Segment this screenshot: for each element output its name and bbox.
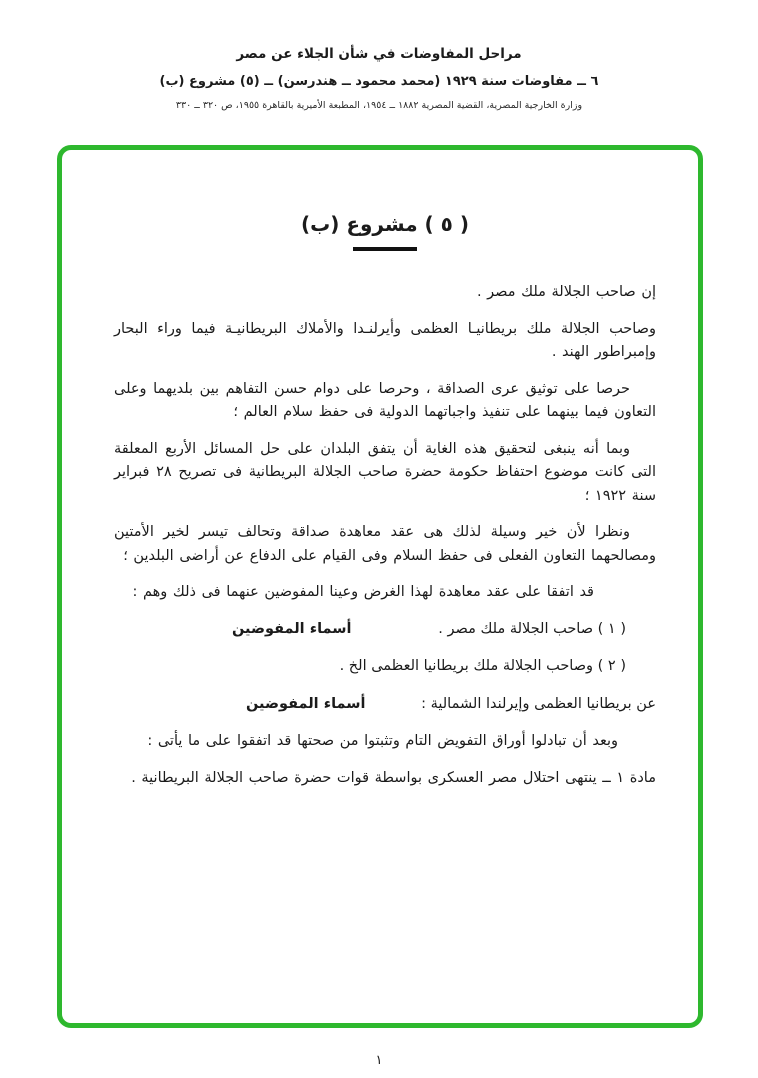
section-title: ( ٥ ) مشروع (ب) <box>300 212 469 236</box>
britain-delegates-row <box>114 693 656 716</box>
document-header <box>0 46 758 111</box>
header-source-citation: وزارة الخارجية المصرية، القضية المصرية ١٨٨٢ ــ ١٩٥٤، المطبعة الأميرية بالقاهرة ١٩٥٥، ص ٣٢٠ ــ ٣٣٠ <box>175 100 583 111</box>
plenipotentiary-names-label-2: أسماء المفوضين <box>246 695 366 712</box>
title-underline <box>353 247 417 251</box>
green-highlight-frame <box>57 145 703 1028</box>
plenipotentiary-item-2: ( ٢ ) وصاحب الجلالة ملك بريطانيا العظمى الخ . <box>339 658 626 675</box>
document-body <box>62 150 698 790</box>
header-subtitle: ٦ ــ مفاوضات سنة ١٩٢٩ (محمد محمود ــ هندرسن) ــ (٥) مشروع (ب) <box>159 74 599 89</box>
paragraph-friendship: حرصا على توثيق عرى الصداقة ، وحرصا على دوام حسن التفاهم بين بلديهما وعلى التعاون فيما بينهما على تنفيذ واجباتهما الدولية فى حفظ سلام العالم ؛ <box>114 380 656 421</box>
paragraph-article-1: مادة ١ ــ ينتهى احتلال مصر العسكرى بواسطة قوات حضرة صاحب الجلالة البريطانية . <box>131 769 656 786</box>
paragraph-agreement: قد اتفقا على عقد معاهدة لهذا الغرض وعينا المفوضين عنهما فى ذلك وهم : <box>132 584 594 601</box>
plenipotentiary-row-2 <box>114 655 656 678</box>
page-footer <box>0 1053 758 1068</box>
page-number: ١ <box>375 1053 383 1068</box>
paragraph-four-questions: وبما أنه ينبغى لتحقيق هذه الغاية أن يتفق البلدان على حل المسائل الأربع المعلقة التى كانت موضوع احتفاظ حكومة حضرة صاحب الجلالة البريطانية فى تصريح ٢٨ فبراير سنة ١٩٢٢ ؛ <box>114 440 657 504</box>
paragraph-king-of-britain: وصاحب الجلالة ملك بريطانيـا العظمى وأيرلنـدا والأملاك البريطانيـة فيما وراء البحار وإمبراطور الهند . <box>114 320 656 361</box>
paragraph-treaty-purpose: ونظرا لأن خير وسيلة لذلك هى عقد معاهدة صداقة وتحالف تيسر لخير الأمتين ومصالحهما التعاون الفعلى فى حفظ السلام وفى القيام على الدفاع عن أراضى البلدين ؛ <box>114 524 656 564</box>
plenipotentiary-row-1 <box>114 618 656 641</box>
plenipotentiary-item-1: ( ١ ) صاحب الجلالة ملك مصر . <box>438 620 626 637</box>
paragraph-credentials-exchange: وبعد أن تبادلوا أوراق التفويض التام وتثبتوا من صحتها قد اتفقوا على ما يأتى : <box>147 733 618 750</box>
paragraph-king-of-egypt: إن صاحب الجلالة ملك مصر . <box>476 284 656 301</box>
section-title-wrap <box>114 208 656 251</box>
plenipotentiary-names-label-1: أسماء المفوضين <box>232 620 352 637</box>
header-title: مراحل المفاوضات في شأن الجلاء عن مصر <box>236 46 522 62</box>
britain-delegates-heading: عن بريطانيا العظمى وإيرلندا الشمالية : <box>421 695 656 712</box>
